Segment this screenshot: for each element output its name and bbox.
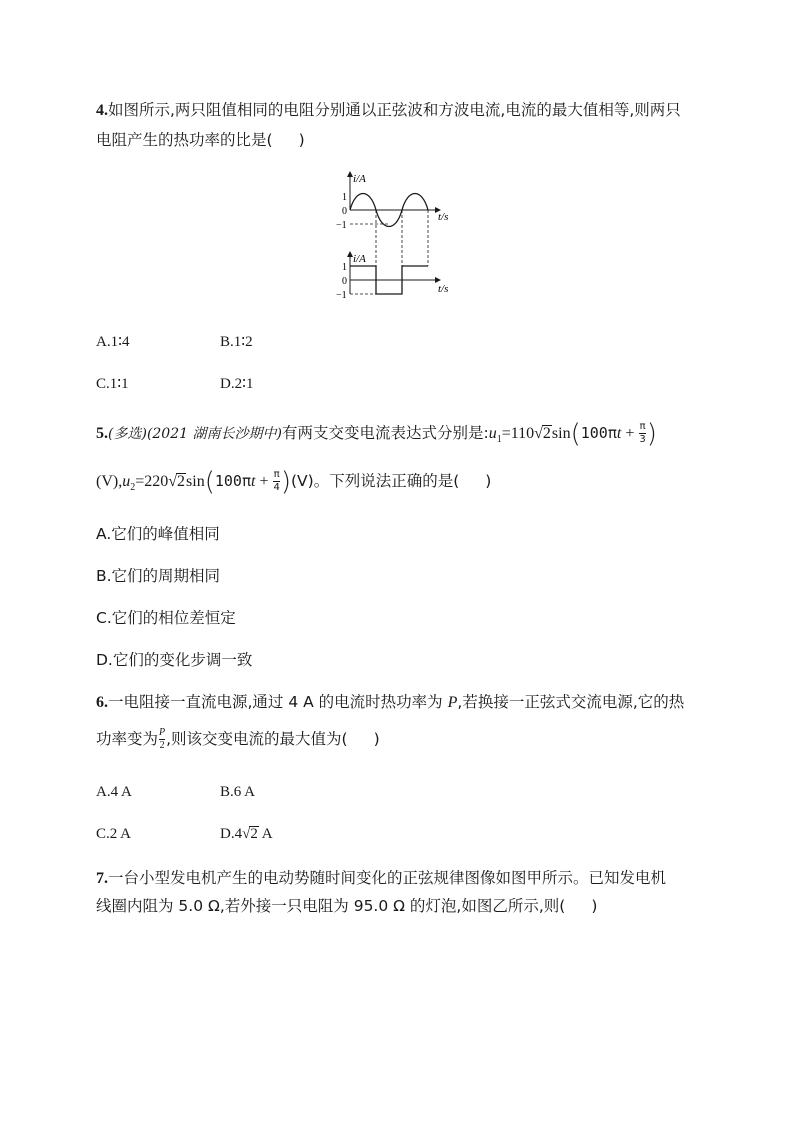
sqrt-sign-icon: √ <box>534 425 543 442</box>
q5-u1-sin: sin <box>551 425 571 442</box>
q5-u1-frac <box>639 422 645 445</box>
q5-u2-t: t <box>250 473 256 490</box>
q6-stem-line1: 一电阻接一直流电源,通过 4 A 的电流时热功率为 <box>108 693 448 711</box>
q5-u2-eq: =220 <box>135 473 169 490</box>
q5-line2 <box>96 467 492 498</box>
q5-u2-frac <box>273 470 279 493</box>
q4-figure <box>330 168 460 304</box>
q6-number: 6. <box>96 694 108 711</box>
q4-number: 4. <box>96 102 108 119</box>
q7-stem-line2: 线圈内阻为 5.0 Ω,若外接一只电阻为 95.0 Ω 的灯泡,如图乙所示,则( <box>96 897 566 915</box>
q5-u2-inner: 100π <box>214 472 251 490</box>
q6-option-d-post: A <box>258 826 273 842</box>
q6-frac <box>159 728 165 751</box>
q6-stem-line2b: ,则该交变电流的最大值为( <box>166 730 348 748</box>
sqrt-sign-icon: √ <box>242 826 251 842</box>
q5-u1-sub: 1 <box>496 434 502 446</box>
q5-u2-sub: 2 <box>130 482 136 494</box>
q5-u2-sqrt-arg: 2 <box>177 473 186 490</box>
left-paren-icon: ( <box>570 419 581 449</box>
q5-u2-sin: sin <box>186 473 205 490</box>
q5-u1-plus: + <box>621 425 639 442</box>
q5-line1 <box>96 419 657 450</box>
q5-tag: (多选) <box>108 426 147 442</box>
q6-option-d-pre: D.4 <box>220 826 243 842</box>
sqrt-sign-icon: √ <box>168 473 178 490</box>
q6-option-d[interactable] <box>220 826 273 843</box>
q6-frac-den: 2 <box>159 740 165 751</box>
q5-u1-t: t <box>616 425 622 442</box>
q5-u2-var: u <box>122 473 131 490</box>
right-paren-icon: ) <box>646 419 657 449</box>
q5-option-b[interactable]: B.它们的周期相同 <box>96 567 221 585</box>
top-tick-neg1: −1 <box>336 220 347 231</box>
q5-lead: 有两支交变电流表达式分别是: <box>281 424 489 442</box>
q5-option-c[interactable]: C.它们的相位差恒定 <box>96 609 236 627</box>
q4-close-paren: ) <box>298 131 305 149</box>
right-paren-icon: ) <box>280 467 291 497</box>
q6-option-c[interactable]: C.2 A <box>96 826 132 842</box>
bottom-x-label: t/s <box>438 283 449 295</box>
q5-close-paren: ) <box>485 472 492 490</box>
bottom-tick-0: 0 <box>342 276 347 287</box>
bottom-tick-neg1: −1 <box>336 290 347 301</box>
q5-u1-eq: =110 <box>501 425 535 442</box>
top-tick-0: 0 <box>342 206 347 217</box>
q6-option-b[interactable]: B.6 A <box>220 784 256 800</box>
top-x-label: t/s <box>438 211 449 223</box>
q5-u1-frac-den: 3 <box>639 434 646 445</box>
q5-u1-var: u <box>488 425 497 442</box>
q5-tail: (V)。下列说法正确的是( <box>291 472 460 490</box>
q7-number: 7. <box>96 870 108 887</box>
top-y-label: i/A <box>353 173 366 185</box>
q5-u1-frac-num: π <box>639 421 646 432</box>
q7-line2 <box>96 896 597 916</box>
q5-volt: (V), <box>96 473 123 490</box>
q4-option-a[interactable]: A.1∶4 <box>96 334 130 350</box>
q6-stem-line2a: 功率变为 <box>96 730 159 748</box>
q6-option-d-rad: 2 <box>250 826 258 842</box>
q7-line1 <box>96 868 666 889</box>
q6-option-a[interactable]: A.4 A <box>96 784 132 800</box>
q5-number: 5. <box>96 425 108 442</box>
left-paren-icon: ( <box>204 467 215 497</box>
q5-u1-sqrt-arg: 2 <box>542 425 551 442</box>
q5-u2-frac-num: π <box>273 469 280 480</box>
q7-close-paren: ) <box>591 897 598 915</box>
q6-frac-num: P <box>159 727 166 738</box>
q4-line2 <box>96 130 305 150</box>
q5-option-a[interactable]: A.它们的峰值相同 <box>96 525 220 543</box>
q4-stem-line1: 如图所示,两只阻值相同的电阻分别通以正弦波和方波电流,电流的最大值相等,则两只 <box>108 101 681 119</box>
q4-option-c[interactable]: C.1∶1 <box>96 376 129 392</box>
top-tick-1: 1 <box>342 192 347 203</box>
q6-stem-line1b: ,若换接一正弦式交流电源,它的热 <box>457 693 685 711</box>
q6-p: P <box>447 694 458 711</box>
q7-stem-line1: 一台小型发电机产生的电动势随时间变化的正弦规律图像如图甲所示。已知发电机 <box>108 869 667 887</box>
q5-option-d[interactable]: D.它们的变化步调一致 <box>96 651 253 669</box>
q5-u1-inner: 100π <box>580 424 617 442</box>
q4-option-d[interactable]: D.2∶1 <box>220 376 254 392</box>
q4-stem-line2: 电阻产生的热功率的比是( <box>96 131 273 149</box>
q4-option-b[interactable]: B.1∶2 <box>220 334 253 350</box>
q6-close-paren: ) <box>373 730 380 748</box>
bottom-tick-1: 1 <box>342 262 347 273</box>
q6-line2 <box>96 728 380 751</box>
q6-line1 <box>96 692 684 713</box>
q5-u2-plus: + <box>255 473 273 490</box>
q4-line1 <box>96 100 681 121</box>
bottom-y-label: i/A <box>353 253 366 265</box>
q5-u2-frac-den: 4 <box>273 482 280 493</box>
q5-source: (2021 湖南长沙期中) <box>146 426 282 442</box>
